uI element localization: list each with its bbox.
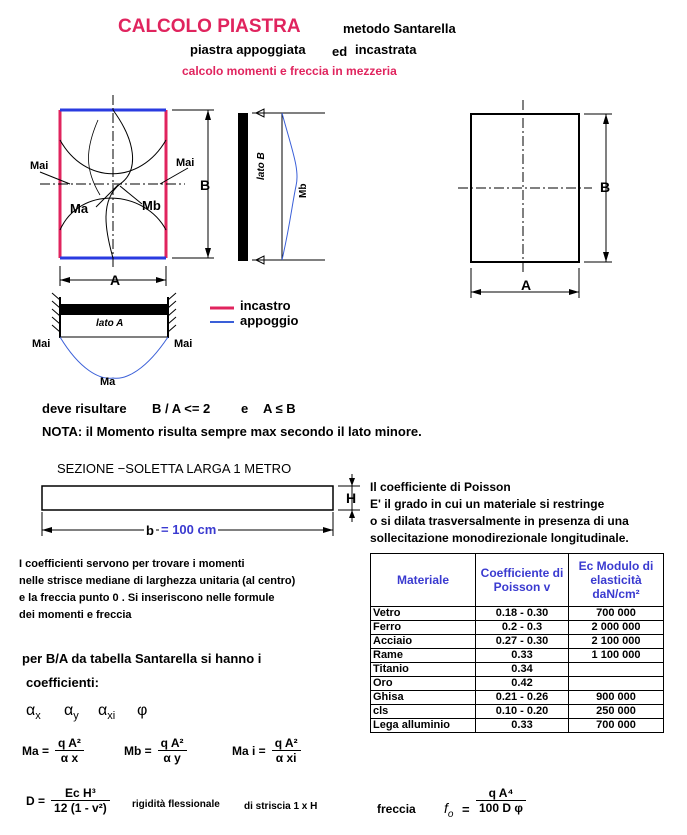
elasticity-value: 2 100 000: [569, 635, 664, 649]
label-b-right: B: [600, 179, 611, 195]
freccia-symbol: [444, 800, 453, 820]
table-header: Ec Modulo di elasticità daN/cm²: [569, 554, 664, 607]
coef-subscript: x: [35, 710, 41, 723]
poisson-line: E' il grado in cui un materiale si restringe: [370, 497, 605, 511]
formula-ma: [22, 736, 84, 765]
formula-mb: [124, 736, 187, 765]
table-body: [371, 607, 664, 733]
formula-freccia: [476, 786, 526, 815]
label-mb: Mb: [142, 198, 161, 213]
material-name: Titanio: [371, 663, 476, 677]
alpha-symbol: α: [98, 702, 108, 719]
santarella-line2: coefficienti:: [26, 675, 99, 690]
poisson-value: 0.2 - 0.3: [476, 621, 569, 635]
formula-denominator: α x: [60, 751, 79, 765]
material-name: Ferro: [371, 621, 476, 635]
label-ma-beam: Ma: [100, 376, 116, 388]
coef-alpha-xi: [98, 702, 115, 722]
formula-label: Ma i =: [232, 743, 266, 758]
alpha-symbol: α: [64, 702, 74, 719]
section-b-label: b: [146, 523, 154, 538]
condition-e: e: [241, 401, 249, 416]
label-lato-a: lato A: [96, 318, 124, 329]
subtitle-2: calcolo momenti e freccia in mezzeria: [182, 64, 397, 78]
elasticity-value: 700 000: [569, 719, 664, 733]
poisson-value: 0.33: [476, 719, 569, 733]
description-line: I coefficienti servono per trovare i momenti: [19, 558, 245, 570]
label-b-left: B: [200, 177, 211, 193]
material-name: Oro: [371, 677, 476, 691]
formula-numerator: q A²: [272, 736, 301, 751]
table-row: [371, 649, 664, 663]
plate-diagram: [0, 0, 687, 400]
table-header: Materiale: [371, 554, 476, 607]
table-row: [371, 691, 664, 705]
label-mai-right: Mai: [176, 157, 195, 169]
coef-alpha-y: [64, 702, 79, 722]
poisson-value: 0.33: [476, 649, 569, 663]
label-mb-vertical: Mb: [298, 183, 309, 198]
formula-denominator: 100 D φ: [479, 801, 523, 815]
formula-denominator: α xi: [275, 751, 297, 765]
nota: NOTA: il Momento risulta sempre max secondo il lato minore.: [42, 424, 422, 439]
legend-appoggio: appoggio: [240, 313, 299, 328]
freccia-label: freccia: [377, 802, 416, 816]
poisson-value: 0.18 - 0.30: [476, 607, 569, 621]
description-line: e la freccia punto 0 . Si inseriscono nelle formule: [19, 592, 275, 604]
formula-denominator: 12 (1 - v²): [54, 801, 107, 815]
poisson-description: [370, 479, 629, 547]
label-mai-left: Mai: [30, 160, 49, 172]
elasticity-value: 2 000 000: [569, 621, 664, 635]
f-letter: f: [444, 800, 448, 816]
table-row: [371, 635, 664, 649]
coefficients-description: [19, 556, 295, 624]
coef-subscript: xi: [107, 710, 116, 723]
material-name: Rame: [371, 649, 476, 663]
elasticity-value: 900 000: [569, 691, 664, 705]
material-name: Lega alluminio: [371, 719, 476, 733]
description-line: nelle strisce mediane di larghezza unitaria (al centro): [19, 575, 296, 587]
table-row: [371, 621, 664, 635]
formula-numerator: Ec H³: [51, 786, 110, 801]
subtitle-b: incastrata: [355, 42, 417, 57]
condition-ratio: B / A <= 2: [152, 401, 211, 416]
table-row: [371, 663, 664, 677]
description-line: dei momenti e freccia: [19, 609, 132, 621]
section-b-value: = 100 cm: [161, 522, 217, 537]
label-ma: Ma: [70, 201, 89, 216]
alpha-symbol: α: [26, 702, 36, 719]
formula-denominator: α y: [163, 751, 181, 765]
legend-incastro: incastro: [240, 298, 291, 313]
formula-numerator: q A²: [158, 736, 187, 751]
poisson-value: 0.21 - 0.26: [476, 691, 569, 705]
condition-deve: deve risultare: [42, 401, 127, 416]
formula-label: Ma =: [22, 743, 50, 758]
formula-numerator: q A⁴: [476, 786, 526, 801]
formula-label: Mb =: [124, 743, 152, 758]
santarella-line1: per B/A da tabella Santarella si hanno i: [22, 651, 262, 666]
elasticity-value: [569, 663, 664, 677]
elasticity-value: 700 000: [569, 607, 664, 621]
table-header: Coefficiente di Poisson v: [476, 554, 569, 607]
condition-ineq: A ≤ B: [263, 401, 296, 416]
label-a-right: A: [521, 277, 532, 293]
poisson-line: sollecitazione monodirezionale longitudinale.: [370, 531, 629, 545]
freccia-equals: =: [462, 802, 470, 817]
poisson-value: 0.42: [476, 677, 569, 691]
coef-alpha-x: [26, 702, 41, 722]
section-h-label: H: [346, 490, 357, 506]
elasticity-value: 250 000: [569, 705, 664, 719]
label-mai-beam-left: Mai: [32, 338, 51, 350]
d-note-2: di striscia 1 x H: [244, 801, 318, 812]
formula-numerator: q A²: [55, 736, 84, 751]
poisson-value: 0.27 - 0.30: [476, 635, 569, 649]
table-header-row: [371, 554, 664, 607]
poisson-line: o si dilata trasversalmente in presenza di una: [370, 514, 629, 528]
materials-table: [370, 553, 664, 733]
label-lato-b: lato B: [256, 152, 267, 180]
elasticity-value: 1 100 000: [569, 649, 664, 663]
table-row: [371, 705, 664, 719]
material-name: cls: [371, 705, 476, 719]
subtitle-ed: ed: [332, 44, 348, 59]
formula-label: D =: [26, 793, 46, 808]
material-name: Acciaio: [371, 635, 476, 649]
label-mai-beam-right: Mai: [174, 338, 193, 350]
f-subscript: o: [447, 808, 454, 820]
formula-mai: [232, 736, 301, 765]
elasticity-value: [569, 677, 664, 691]
table-row: [371, 607, 664, 621]
material-name: Vetro: [371, 607, 476, 621]
coef-phi: φ: [137, 702, 148, 719]
d-note-1: rigidità flessionale: [132, 799, 220, 810]
material-name: Ghisa: [371, 691, 476, 705]
method-label: metodo Santarella: [343, 21, 456, 36]
poisson-value: 0.10 - 0.20: [476, 705, 569, 719]
page-title: CALCOLO PIASTRA: [118, 16, 301, 37]
poisson-value: 0.34: [476, 663, 569, 677]
section-title: SEZIONE −SOLETTA LARGA 1 METRO: [57, 461, 292, 476]
label-a-left: A: [110, 272, 121, 288]
poisson-line: Il coefficiente di Poisson: [370, 480, 511, 494]
subtitle-a: piastra appoggiata: [190, 42, 306, 57]
table-row: [371, 719, 664, 733]
formula-d: [26, 786, 110, 815]
table-row: [371, 677, 664, 691]
coef-subscript: y: [73, 710, 79, 723]
